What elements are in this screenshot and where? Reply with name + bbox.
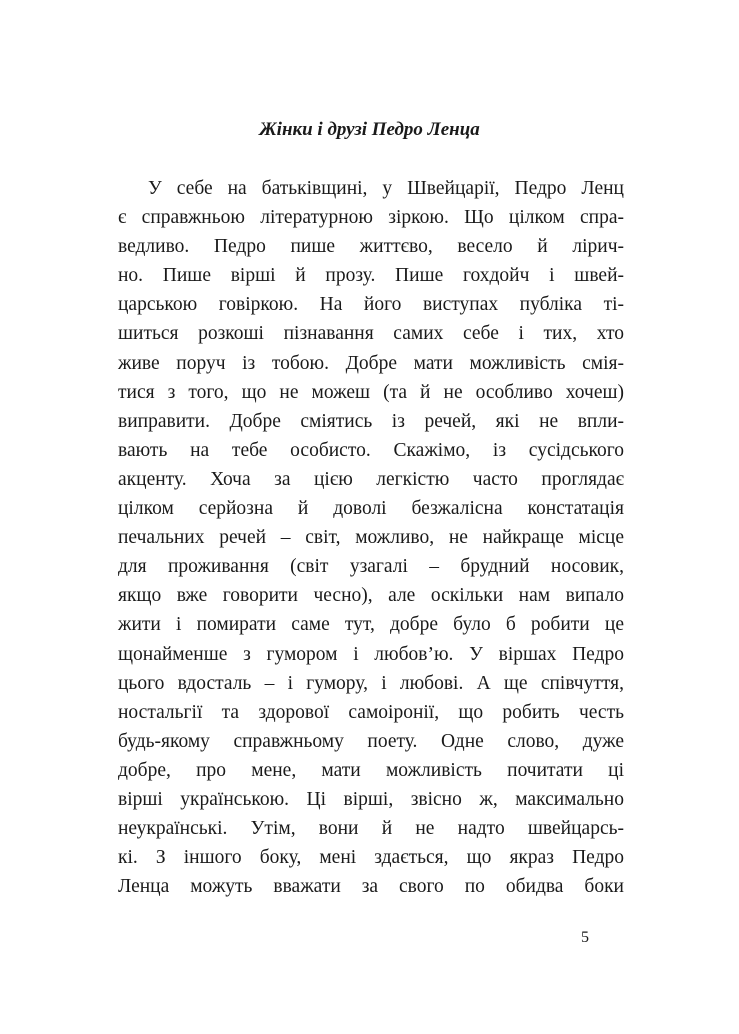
text-line: Ленца можуть вважати за свого по обидва боки [118,876,624,898]
text-line: живе поруч із тобою. Добре мати можливість смія- [118,352,624,374]
text-line: для проживання (світ узагалі – брудний носовик, [118,556,624,578]
text-line: добре, про мене, мати можливість почитати ці [118,759,624,781]
text-line: шиться розкоші пізнавання самих себе і тих, хто [118,323,624,345]
text-line: якщо вже говорити чесно), але оскільки нам випало [118,585,624,607]
page-number: 5 [581,929,589,946]
text-line: но. Пише вірші й прозу. Пише гохдойч і швей- [118,265,624,287]
text-line: кі. З іншого боку, мені здається, що якраз Педро [118,847,624,869]
text-line: ностальгії та здорової самоіронії, що робить честь [118,701,624,723]
text-line: царською говіркою. На його виступах публіка ті- [118,294,624,316]
text-line: щонайменше з гумором і любов’ю. У віршах Педро [118,643,624,665]
text-line: цілком серйозна й доволі безжалісна констатація [118,498,624,520]
text-line: У себе на батьківщині, у Швейцарії, Педро Ленц [148,178,624,199]
text-line: акценту. Хоча за цією легкістю часто проглядає [118,468,624,490]
text-line: вають на тебе особисто. Скажімо, із сусідського [118,439,624,461]
text-line: жити і помирати саме тут, добре було б робити це [118,614,624,636]
text-line: неукраїнські. Утім, вони й не надто швейцарсь- [118,818,624,840]
text-line: печальних речей – світ, можливо, не найкраще місце [118,527,624,549]
text-line: вірші українською. Ці вірші, звісно ж, максимально [118,788,624,810]
text-line: є справжньою літературною зіркою. Що цілком спра- [118,207,624,229]
text-line: будь-якому справжньому поету. Одне слово, дуже [118,730,624,752]
chapter-title: Жінки і друзі Педро Ленца [259,119,480,140]
text-line: цього вдосталь – і гумору, і любові. А ще співчуття, [118,672,624,694]
body-paragraph [118,174,624,901]
text-line: виправити. Добре сміятись із речей, які не впли- [118,410,624,432]
text-line: тися з того, що не можеш (та й не особливо хочеш) [118,381,624,403]
text-line: ведливо. Педро пише життєво, весело й лірич- [118,236,624,258]
